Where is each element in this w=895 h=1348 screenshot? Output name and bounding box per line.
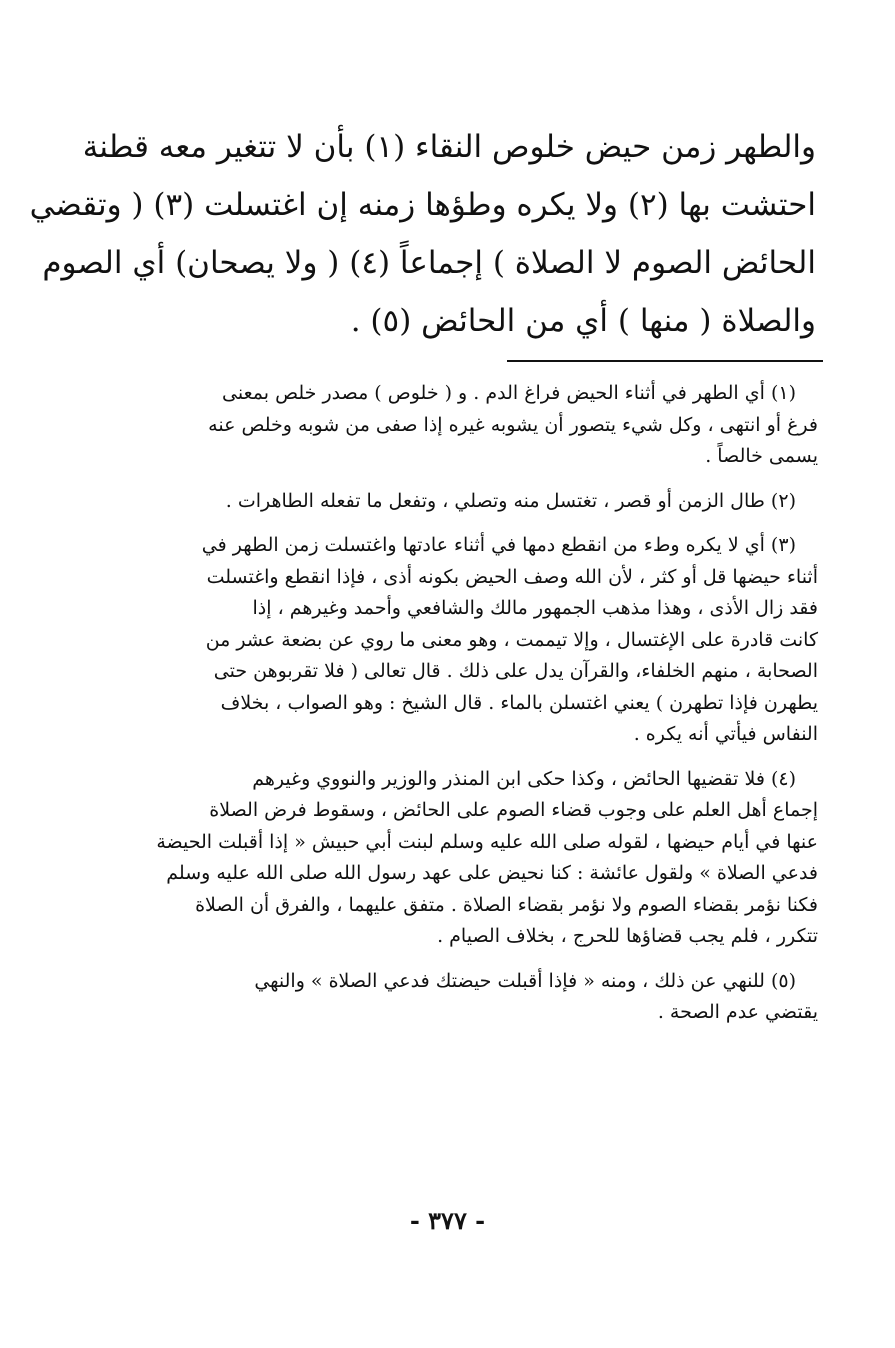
main-text-line: الحائض الصوم لا الصلاة ) إجماعاً (٤) ( ولا يصحان) أي الصوم [42,245,816,281]
footnote-line: (٣) أي لا يكره وطء من انقطع دمها في أثناء عادتها واغتسلت زمن الطهر في [201,534,796,556]
footnote-separator [507,360,823,362]
footnote-line: الصحابة ، منهم الخلفاء، والقرآن يدل على ذلك . قال تعالى ( فلا تقربوهن حتى [213,660,818,682]
footnote-4 [100,764,818,953]
footnote-line: (١) أي الطهر في أثناء الحيض فراغ الدم . و ( خلوص ) مصدر خلص بمعنى [222,382,796,404]
footnote-line: فقد زال الأذى ، وهذا مذهب الجمهور مالك والشافعي وأحمد وغيرهم ، إذا [252,597,818,619]
footnote-line: (٤) فلا تقضيها الحائض ، وكذا حكى ابن المنذر والوزير والنووي وغيرهم [252,767,796,790]
footnote-1 [100,378,818,473]
footnote-3 [100,530,818,751]
footnote-line: (٥) للنهي عن ذلك ، ومنه « فإذا أقبلت حيضتك فدعي الصلاة » والنهي [254,969,796,992]
main-text-line: والصلاة ( منها ) أي من الحائض (٥) . [350,303,816,339]
footnote-line: يسمى خالصاً . [705,445,818,467]
footnote-line: (٢) طال الزمن أو قصر ، تغتسل منه وتصلي ، وتفعل ما تفعله الطاهرات . [225,489,796,512]
footnote-line: فرغ أو انتهى ، وكل شيء يتصور أن يشوبه غيره إذا صفى من شوبه وخلص عنه [208,413,818,436]
main-text [29,118,816,350]
footnote-line: النفاس فيأتي أنه يكره . [633,723,818,745]
footnote-line: كانت قادرة على الإغتسال ، وإلا تيممت ، وهو معنى ما روي عن بضعة عشر من [205,628,818,651]
footnote-5 [100,966,818,1029]
footnote-line: إجماع أهل العلم على وجوب قضاء الصوم على الحائض ، وسقوط فرض الصلاة [209,799,818,821]
main-text-line: والطهر زمن حيض خلوص النقاء (١) بأن لا تتغير معه قطنة [82,129,816,165]
footnote-line: فدعي الصلاة » ولقول عائشة : كنا نحيض على عهد رسول الله صلى الله عليه وسلم [166,862,818,884]
footnote-line: فكنا نؤمر بقضاء الصوم ولا نؤمر بقضاء الصلاة . متفق عليهما ، والفرق أن الصلاة [195,893,818,916]
footnotes [100,378,818,1042]
footnote-line: عنها في أيام حيضها ، لقوله صلى الله عليه وسلم لبنت أبي حبيش « إذا أقبلت الحيضة [156,830,818,853]
footnote-2 [100,486,818,518]
footnote-line: يقتضي عدم الصحة . [657,1001,818,1023]
page-number: - ٣٧٧ - [409,1206,486,1235]
footnote-line: يطهرن فإذا تطهرن ) يعني اغتسلن بالماء . قال الشيخ : وهو الصواب ، بخلاف [220,691,818,714]
footnote-line: تتكرر ، فلم يجب قضاؤها للحرج ، بخلاف الصيام . [437,925,818,947]
footnote-line: أثناء حيضها قل أو كثر ، لأن الله وصف الحيض بكونه أذى ، فإذا انقطع واغتسلت [206,565,818,588]
main-text-line: احتشت بها (٢) ولا يكره وطؤها زمنه إن اغتسلت (٣) ( وتقضي [29,187,816,223]
